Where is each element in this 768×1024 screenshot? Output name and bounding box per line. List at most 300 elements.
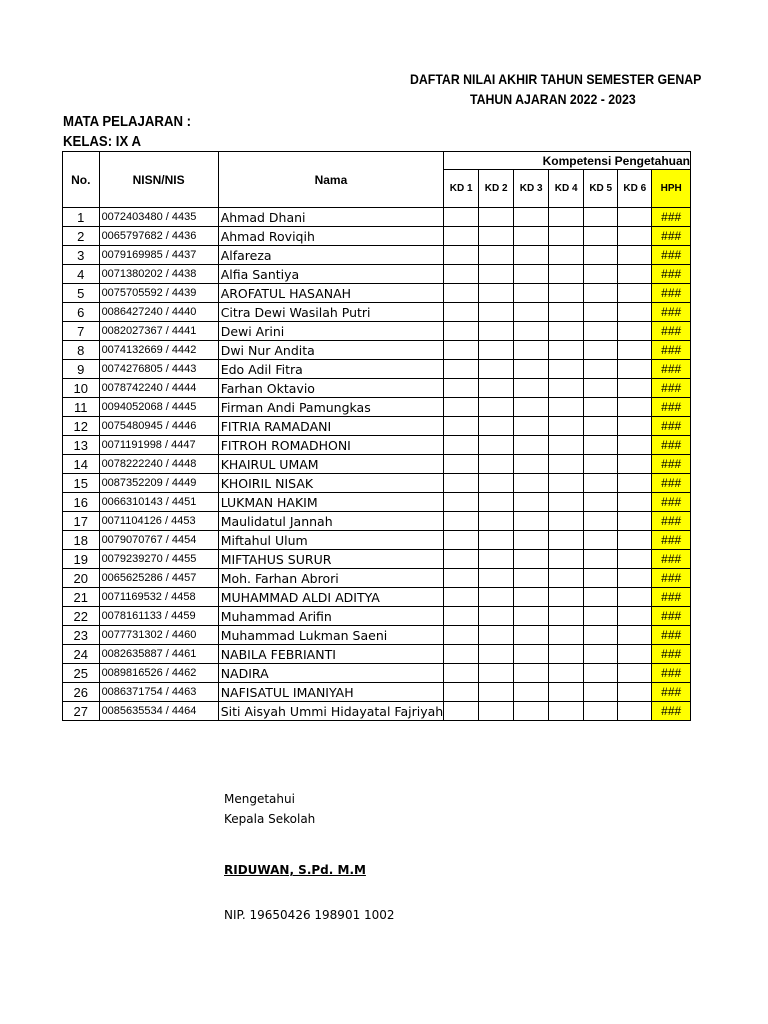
cell-kd3[interactable] <box>514 645 549 664</box>
cell-kd3[interactable] <box>514 360 549 379</box>
cell-no[interactable]: 11 <box>63 398 100 417</box>
cell-kd2[interactable] <box>479 341 514 360</box>
cell-kd5[interactable] <box>584 303 618 322</box>
cell-kd4[interactable] <box>549 246 584 265</box>
cell-kd4[interactable] <box>549 379 584 398</box>
cell-nama[interactable]: Alfia Santiya <box>218 265 444 284</box>
cell-kd1[interactable] <box>444 493 479 512</box>
cell-kd3[interactable] <box>514 417 549 436</box>
cell-kd1[interactable] <box>444 645 479 664</box>
cell-no[interactable]: 12 <box>63 417 100 436</box>
header-kompetensi-pengetahuan: Kompetensi Pengetahuan <box>444 152 691 170</box>
cell-kd6[interactable] <box>618 531 652 550</box>
cell-kd6[interactable] <box>618 360 652 379</box>
cell-no[interactable]: 14 <box>63 455 100 474</box>
cell-kd1[interactable] <box>444 322 479 341</box>
cell-no[interactable]: 26 <box>63 683 100 702</box>
cell-kd3[interactable] <box>514 569 549 588</box>
cell-kd5[interactable] <box>584 360 618 379</box>
cell-kd5[interactable] <box>584 455 618 474</box>
cell-nama[interactable]: FITROH ROMADHONI <box>218 436 444 455</box>
cell-nisn[interactable]: 0078161133 / 4459 <box>99 607 218 626</box>
cell-kd1[interactable] <box>444 474 479 493</box>
cell-kd4[interactable] <box>549 322 584 341</box>
cell-kd2[interactable] <box>479 208 514 227</box>
cell-kd6[interactable] <box>618 455 652 474</box>
cell-kd4[interactable] <box>549 493 584 512</box>
cell-nisn[interactable]: 0065797682 / 4436 <box>99 227 218 246</box>
cell-kd1[interactable] <box>444 569 479 588</box>
cell-kd3[interactable] <box>514 379 549 398</box>
cell-nama[interactable]: Dwi Nur Andita <box>218 341 444 360</box>
cell-hph[interactable]: ### <box>652 360 691 379</box>
cell-no[interactable]: 8 <box>63 341 100 360</box>
cell-hph[interactable]: ### <box>652 474 691 493</box>
cell-nama[interactable]: Muhammad Lukman Saeni <box>218 626 444 645</box>
table-row <box>63 569 691 588</box>
cell-kd3[interactable] <box>514 284 549 303</box>
table-row <box>63 531 691 550</box>
cell-kd4[interactable] <box>549 588 584 607</box>
cell-hph[interactable]: ### <box>652 398 691 417</box>
cell-kd2[interactable] <box>479 550 514 569</box>
cell-kd1[interactable] <box>444 303 479 322</box>
cell-kd6[interactable] <box>618 284 652 303</box>
cell-no[interactable]: 13 <box>63 436 100 455</box>
cell-kd5[interactable] <box>584 379 618 398</box>
cell-kd2[interactable] <box>479 493 514 512</box>
cell-kd2[interactable] <box>479 227 514 246</box>
cell-nama[interactable]: Dewi Arini <box>218 322 444 341</box>
cell-no[interactable]: 16 <box>63 493 100 512</box>
cell-kd6[interactable] <box>618 683 652 702</box>
school-year: TAHUN AJARAN 2022 - 2023 <box>470 91 636 107</box>
cell-nama[interactable]: KHAIRUL UMAM <box>218 455 444 474</box>
cell-kd1[interactable] <box>444 417 479 436</box>
cell-kd6[interactable] <box>618 626 652 645</box>
header-nisn: NISN/NIS <box>99 152 218 208</box>
cell-kd1[interactable] <box>444 455 479 474</box>
cell-kd5[interactable] <box>584 569 618 588</box>
cell-kd1[interactable] <box>444 398 479 417</box>
cell-no[interactable]: 19 <box>63 550 100 569</box>
cell-nisn[interactable]: 0079169985 / 4437 <box>99 246 218 265</box>
cell-nisn[interactable]: 0086371754 / 4463 <box>99 683 218 702</box>
table-row <box>63 664 691 683</box>
cell-kd6[interactable] <box>618 322 652 341</box>
cell-nama[interactable]: FITRIA RAMADANI <box>218 417 444 436</box>
table-row <box>63 607 691 626</box>
cell-no[interactable]: 27 <box>63 702 100 721</box>
cell-kd3[interactable] <box>514 246 549 265</box>
cell-kd5[interactable] <box>584 664 618 683</box>
cell-nama[interactable]: MIFTAHUS SURUR <box>218 550 444 569</box>
cell-kd2[interactable] <box>479 322 514 341</box>
cell-kd6[interactable] <box>618 702 652 721</box>
cell-kd2[interactable] <box>479 626 514 645</box>
cell-kd5[interactable] <box>584 265 618 284</box>
cell-kd4[interactable] <box>549 531 584 550</box>
table-row <box>63 284 691 303</box>
cell-nisn[interactable]: 0075705592 / 4439 <box>99 284 218 303</box>
cell-kd4[interactable] <box>549 417 584 436</box>
cell-no[interactable]: 3 <box>63 246 100 265</box>
cell-nisn[interactable]: 0085635534 / 4464 <box>99 702 218 721</box>
cell-kd5[interactable] <box>584 341 618 360</box>
cell-nama[interactable]: Citra Dewi Wasilah Putri <box>218 303 444 322</box>
cell-kd6[interactable] <box>618 474 652 493</box>
cell-nisn[interactable]: 0089816526 / 4462 <box>99 664 218 683</box>
cell-nisn[interactable]: 0072403480 / 4435 <box>99 208 218 227</box>
cell-no[interactable]: 22 <box>63 607 100 626</box>
cell-hph[interactable]: ### <box>652 626 691 645</box>
cell-kd6[interactable] <box>618 607 652 626</box>
cell-nama[interactable]: KHOIRIL NISAK <box>218 474 444 493</box>
cell-nama[interactable]: Ahmad Roviqih <box>218 227 444 246</box>
cell-kd1[interactable] <box>444 265 479 284</box>
cell-nisn[interactable]: 0078222240 / 4448 <box>99 455 218 474</box>
cell-kd3[interactable] <box>514 664 549 683</box>
cell-no[interactable]: 6 <box>63 303 100 322</box>
cell-nisn[interactable]: 0074276805 / 4443 <box>99 360 218 379</box>
cell-no[interactable]: 1 <box>63 208 100 227</box>
cell-nisn[interactable]: 0079239270 / 4455 <box>99 550 218 569</box>
cell-nisn[interactable]: 0086427240 / 4440 <box>99 303 218 322</box>
cell-kd3[interactable] <box>514 322 549 341</box>
cell-kd3[interactable] <box>514 683 549 702</box>
header-kd4: KD 4 <box>549 170 584 208</box>
cell-nama[interactable]: NAFISATUL IMANIYAH <box>218 683 444 702</box>
cell-hph[interactable]: ### <box>652 417 691 436</box>
cell-kd3[interactable] <box>514 550 549 569</box>
cell-kd6[interactable] <box>618 645 652 664</box>
cell-kd2[interactable] <box>479 588 514 607</box>
cell-kd6[interactable] <box>618 265 652 284</box>
cell-no[interactable]: 7 <box>63 322 100 341</box>
cell-kd3[interactable] <box>514 607 549 626</box>
table-row <box>63 550 691 569</box>
cell-kd5[interactable] <box>584 284 618 303</box>
cell-kd3[interactable] <box>514 493 549 512</box>
cell-nama[interactable]: Alfareza <box>218 246 444 265</box>
cell-kd2[interactable] <box>479 417 514 436</box>
cell-kd5[interactable] <box>584 626 618 645</box>
table-row <box>63 645 691 664</box>
cell-nisn[interactable]: 0087352209 / 4449 <box>99 474 218 493</box>
cell-no[interactable]: 20 <box>63 569 100 588</box>
cell-kd4[interactable] <box>549 550 584 569</box>
table-row <box>63 208 691 227</box>
cell-kd6[interactable] <box>618 569 652 588</box>
cell-kd3[interactable] <box>514 436 549 455</box>
cell-hph[interactable]: ### <box>652 246 691 265</box>
cell-kd3[interactable] <box>514 341 549 360</box>
table-row <box>63 303 691 322</box>
cell-kd6[interactable] <box>618 246 652 265</box>
cell-kd4[interactable] <box>549 512 584 531</box>
cell-hph[interactable]: ### <box>652 284 691 303</box>
cell-kd2[interactable] <box>479 474 514 493</box>
header-no: No. <box>63 152 100 208</box>
cell-kd4[interactable] <box>549 455 584 474</box>
cell-kd4[interactable] <box>549 303 584 322</box>
cell-kd1[interactable] <box>444 512 479 531</box>
cell-hph[interactable]: ### <box>652 588 691 607</box>
cell-kd4[interactable] <box>549 664 584 683</box>
cell-nama[interactable]: Farhan Oktavio <box>218 379 444 398</box>
cell-kd1[interactable] <box>444 227 479 246</box>
cell-nisn[interactable]: 0082635887 / 4461 <box>99 645 218 664</box>
cell-hph[interactable]: ### <box>652 569 691 588</box>
cell-nama[interactable]: Maulidatul Jannah <box>218 512 444 531</box>
cell-kd2[interactable] <box>479 455 514 474</box>
cell-kd4[interactable] <box>549 265 584 284</box>
cell-kd6[interactable] <box>618 341 652 360</box>
cell-nisn[interactable]: 0078742240 / 4444 <box>99 379 218 398</box>
cell-kd3[interactable] <box>514 208 549 227</box>
cell-kd1[interactable] <box>444 531 479 550</box>
cell-nisn[interactable]: 0071104126 / 4453 <box>99 512 218 531</box>
cell-kd3[interactable] <box>514 626 549 645</box>
table-row <box>63 341 691 360</box>
cell-nama[interactable]: NABILA FEBRIANTI <box>218 645 444 664</box>
cell-hph[interactable]: ### <box>652 664 691 683</box>
cell-kd6[interactable] <box>618 436 652 455</box>
cell-kd5[interactable] <box>584 531 618 550</box>
cell-nisn[interactable]: 0074132669 / 4442 <box>99 341 218 360</box>
cell-kd2[interactable] <box>479 664 514 683</box>
cell-kd1[interactable] <box>444 341 479 360</box>
cell-kd5[interactable] <box>584 645 618 664</box>
table-row <box>63 265 691 284</box>
cell-hph[interactable]: ### <box>652 645 691 664</box>
cell-no[interactable]: 15 <box>63 474 100 493</box>
grade-table <box>62 151 691 721</box>
cell-kd5[interactable] <box>584 417 618 436</box>
cell-kd2[interactable] <box>479 702 514 721</box>
cell-kd3[interactable] <box>514 265 549 284</box>
cell-hph[interactable]: ### <box>652 607 691 626</box>
cell-kd1[interactable] <box>444 683 479 702</box>
cell-kd6[interactable] <box>618 550 652 569</box>
cell-nisn[interactable]: 0094052068 / 4445 <box>99 398 218 417</box>
cell-kd1[interactable] <box>444 626 479 645</box>
cell-kd3[interactable] <box>514 531 549 550</box>
cell-nama[interactable]: Edo Adil Fitra <box>218 360 444 379</box>
cell-kd1[interactable] <box>444 702 479 721</box>
cell-nama[interactable]: Muhammad Arifin <box>218 607 444 626</box>
cell-kd3[interactable] <box>514 474 549 493</box>
cell-nama[interactable]: Moh. Farhan Abrori <box>218 569 444 588</box>
cell-nama[interactable]: Firman Andi Pamungkas <box>218 398 444 417</box>
cell-hph[interactable]: ### <box>652 512 691 531</box>
table-row <box>63 398 691 417</box>
cell-kd1[interactable] <box>444 550 479 569</box>
cell-nama[interactable]: Miftahul Ulum <box>218 531 444 550</box>
cell-kd2[interactable] <box>479 265 514 284</box>
cell-kd4[interactable] <box>549 227 584 246</box>
cell-no[interactable]: 17 <box>63 512 100 531</box>
cell-hph[interactable]: ### <box>652 455 691 474</box>
table-row <box>63 227 691 246</box>
cell-kd5[interactable] <box>584 474 618 493</box>
cell-kd6[interactable] <box>618 588 652 607</box>
cell-nama[interactable]: AROFATUL HASANAH <box>218 284 444 303</box>
cell-kd3[interactable] <box>514 227 549 246</box>
cell-kd2[interactable] <box>479 645 514 664</box>
cell-hph[interactable]: ### <box>652 227 691 246</box>
cell-kd6[interactable] <box>618 303 652 322</box>
cell-kd4[interactable] <box>549 683 584 702</box>
cell-nisn[interactable]: 0075480945 / 4446 <box>99 417 218 436</box>
cell-nama[interactable]: MUHAMMAD ALDI ADITYA <box>218 588 444 607</box>
cell-kd2[interactable] <box>479 398 514 417</box>
cell-kd1[interactable] <box>444 360 479 379</box>
cell-hph[interactable]: ### <box>652 208 691 227</box>
cell-nama[interactable]: Ahmad Dhani <box>218 208 444 227</box>
cell-kd4[interactable] <box>549 702 584 721</box>
cell-kd4[interactable] <box>549 398 584 417</box>
cell-kd1[interactable] <box>444 664 479 683</box>
cell-kd3[interactable] <box>514 303 549 322</box>
cell-kd5[interactable] <box>584 702 618 721</box>
header-hph: HPH <box>652 170 691 208</box>
cell-kd4[interactable] <box>549 284 584 303</box>
cell-kd5[interactable] <box>584 512 618 531</box>
cell-kd1[interactable] <box>444 246 479 265</box>
cell-kd5[interactable] <box>584 436 618 455</box>
cell-kd2[interactable] <box>479 436 514 455</box>
cell-kd5[interactable] <box>584 607 618 626</box>
cell-nisn[interactable]: 0077731302 / 4460 <box>99 626 218 645</box>
cell-hph[interactable]: ### <box>652 550 691 569</box>
table-row <box>63 626 691 645</box>
cell-kd5[interactable] <box>584 246 618 265</box>
cell-no[interactable]: 23 <box>63 626 100 645</box>
cell-kd2[interactable] <box>479 284 514 303</box>
cell-kd5[interactable] <box>584 398 618 417</box>
cell-no[interactable]: 18 <box>63 531 100 550</box>
cell-kd5[interactable] <box>584 208 618 227</box>
cell-kd1[interactable] <box>444 379 479 398</box>
cell-hph[interactable]: ### <box>652 531 691 550</box>
cell-kd6[interactable] <box>618 417 652 436</box>
cell-kd2[interactable] <box>479 512 514 531</box>
cell-kd3[interactable] <box>514 588 549 607</box>
cell-kd6[interactable] <box>618 379 652 398</box>
cell-hph[interactable]: ### <box>652 436 691 455</box>
cell-nisn[interactable]: 0066310143 / 4451 <box>99 493 218 512</box>
cell-kd2[interactable] <box>479 607 514 626</box>
cell-nisn[interactable]: 0065625286 / 4457 <box>99 569 218 588</box>
cell-nisn[interactable]: 0079070767 / 4454 <box>99 531 218 550</box>
header-kd2: KD 2 <box>479 170 514 208</box>
cell-kd4[interactable] <box>549 626 584 645</box>
cell-kd6[interactable] <box>618 227 652 246</box>
cell-nama[interactable]: NADIRA <box>218 664 444 683</box>
cell-kd2[interactable] <box>479 360 514 379</box>
cell-kd5[interactable] <box>584 588 618 607</box>
cell-kd4[interactable] <box>549 569 584 588</box>
table-row <box>63 417 691 436</box>
cell-nama[interactable]: LUKMAN HAKIM <box>218 493 444 512</box>
cell-kd2[interactable] <box>479 303 514 322</box>
cell-kd4[interactable] <box>549 208 584 227</box>
document-title: DAFTAR NILAI AKHIR TAHUN SEMESTER GENAP <box>410 71 702 87</box>
cell-hph[interactable]: ### <box>652 322 691 341</box>
cell-hph[interactable]: ### <box>652 341 691 360</box>
cell-kd5[interactable] <box>584 683 618 702</box>
cell-hph[interactable]: ### <box>652 379 691 398</box>
table-row <box>63 379 691 398</box>
table-row <box>63 702 691 721</box>
header-kd1: KD 1 <box>444 170 479 208</box>
cell-kd4[interactable] <box>549 341 584 360</box>
cell-nisn[interactable]: 0071169532 / 4458 <box>99 588 218 607</box>
cell-hph[interactable]: ### <box>652 303 691 322</box>
cell-kd2[interactable] <box>479 683 514 702</box>
cell-hph[interactable]: ### <box>652 265 691 284</box>
cell-kd3[interactable] <box>514 512 549 531</box>
cell-kd6[interactable] <box>618 398 652 417</box>
cell-hph[interactable]: ### <box>652 683 691 702</box>
cell-no[interactable]: 2 <box>63 227 100 246</box>
cell-kd3[interactable] <box>514 702 549 721</box>
table-row <box>63 493 691 512</box>
cell-kd6[interactable] <box>618 664 652 683</box>
cell-hph[interactable]: ### <box>652 702 691 721</box>
cell-kd5[interactable] <box>584 550 618 569</box>
cell-no[interactable]: 10 <box>63 379 100 398</box>
cell-kd1[interactable] <box>444 436 479 455</box>
cell-kd2[interactable] <box>479 569 514 588</box>
cell-kd1[interactable] <box>444 208 479 227</box>
table-row <box>63 322 691 341</box>
cell-kd4[interactable] <box>549 474 584 493</box>
cell-kd3[interactable] <box>514 455 549 474</box>
cell-kd3[interactable] <box>514 398 549 417</box>
cell-no[interactable]: 24 <box>63 645 100 664</box>
cell-kd1[interactable] <box>444 284 479 303</box>
cell-nama[interactable]: Siti Aisyah Ummi Hidayatal Fajriyah <box>218 702 444 721</box>
cell-kd1[interactable] <box>444 588 479 607</box>
cell-no[interactable]: 9 <box>63 360 100 379</box>
cell-nisn[interactable]: 0071380202 / 4438 <box>99 265 218 284</box>
cell-kd1[interactable] <box>444 607 479 626</box>
cell-no[interactable]: 4 <box>63 265 100 284</box>
cell-kd6[interactable] <box>618 512 652 531</box>
cell-kd4[interactable] <box>549 436 584 455</box>
cell-kd4[interactable] <box>549 607 584 626</box>
cell-hph[interactable]: ### <box>652 493 691 512</box>
cell-kd2[interactable] <box>479 246 514 265</box>
cell-kd5[interactable] <box>584 227 618 246</box>
cell-kd4[interactable] <box>549 360 584 379</box>
cell-kd4[interactable] <box>549 645 584 664</box>
cell-nisn[interactable]: 0071191998 / 4447 <box>99 436 218 455</box>
cell-kd6[interactable] <box>618 208 652 227</box>
cell-kd6[interactable] <box>618 493 652 512</box>
cell-kd2[interactable] <box>479 531 514 550</box>
cell-no[interactable]: 21 <box>63 588 100 607</box>
cell-no[interactable]: 25 <box>63 664 100 683</box>
cell-kd2[interactable] <box>479 379 514 398</box>
cell-kd5[interactable] <box>584 493 618 512</box>
cell-kd5[interactable] <box>584 322 618 341</box>
cell-no[interactable]: 5 <box>63 284 100 303</box>
table-row <box>63 512 691 531</box>
cell-nisn[interactable]: 0082027367 / 4441 <box>99 322 218 341</box>
